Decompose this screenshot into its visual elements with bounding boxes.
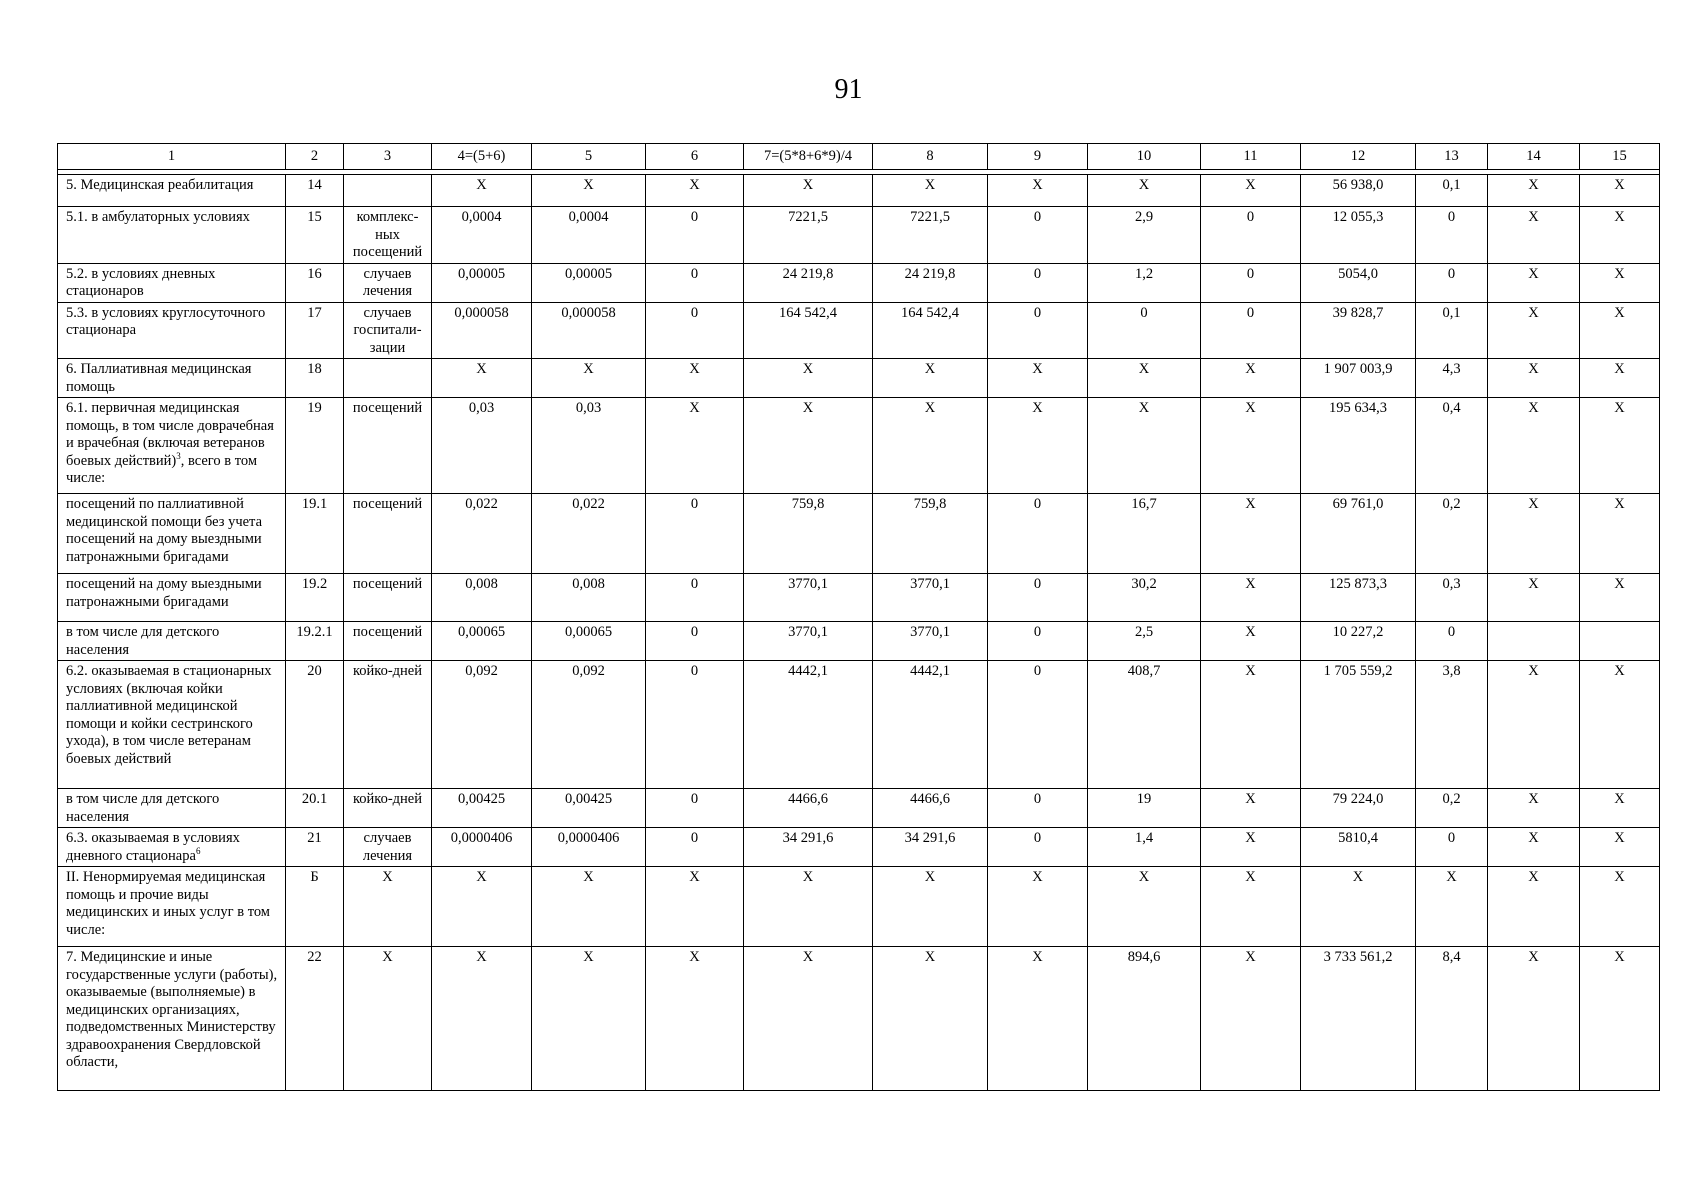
table-cell: 0,022: [532, 494, 646, 574]
table-cell: 164 542,4: [744, 302, 873, 359]
row-name-cell: [58, 175, 286, 207]
table-cell: 0: [988, 789, 1088, 828]
table-cell: 195 634,3: [1301, 398, 1416, 494]
table-cell: 0: [646, 207, 744, 264]
header-cell: 5: [532, 144, 646, 170]
row-name: посещений на дому выездными патронажными бригадами: [66, 576, 262, 610]
table-cell: 4466,6: [873, 789, 988, 828]
header-cell: 7=(5*8+6*9)/4: [744, 144, 873, 170]
table-cell: 0,092: [432, 661, 532, 789]
table-cell: посещений: [344, 622, 432, 661]
table-cell: X: [1580, 574, 1660, 622]
table-cell: 0,022: [432, 494, 532, 574]
table-cell: 0,00065: [432, 622, 532, 661]
table-cell: X: [1201, 867, 1301, 947]
table-cell: 24 219,8: [744, 263, 873, 302]
table-cell: 0,00005: [432, 263, 532, 302]
footnote-mark: 3: [176, 450, 181, 461]
table-row: [58, 867, 1660, 947]
table-cell: X: [744, 175, 873, 207]
table-cell: X: [646, 175, 744, 207]
table-cell: Б: [286, 867, 344, 947]
table-cell: 0: [646, 661, 744, 789]
table-cell: X: [1201, 661, 1301, 789]
row-name: посещений по паллиативной медицинской помощи без учета посещений на дому выездными патронажными бригадами: [66, 496, 263, 565]
table-cell: X: [1088, 867, 1201, 947]
table-cell: X: [646, 947, 744, 1091]
table-cell: X: [1580, 947, 1660, 1091]
table-row: [58, 828, 1660, 867]
row-name: 6.1. первичная медицинская помощь, в том числе доврачебная и врачебная (включая ветеранов боевых действий): [66, 400, 274, 469]
table-row: [58, 622, 1660, 661]
table-cell: [344, 359, 432, 398]
table-cell: 0: [646, 494, 744, 574]
table-cell: 14: [286, 175, 344, 207]
row-name-cell: [58, 661, 286, 789]
table-cell: X: [1580, 828, 1660, 867]
table-cell: 0,03: [432, 398, 532, 494]
row-name-cell: [58, 574, 286, 622]
table-cell: 0: [1416, 207, 1488, 264]
table-cell: [1580, 622, 1660, 661]
table-cell: 3770,1: [873, 622, 988, 661]
table-cell: 408,7: [1088, 661, 1201, 789]
table-cell: 1 907 003,9: [1301, 359, 1416, 398]
header-cell: 6: [646, 144, 744, 170]
table-cell: 34 291,6: [744, 828, 873, 867]
table-cell: 0: [988, 574, 1088, 622]
table-cell: X: [1201, 947, 1301, 1091]
table-cell: X: [873, 867, 988, 947]
table-cell: 5810,4: [1301, 828, 1416, 867]
row-name-cell: [58, 302, 286, 359]
table-cell: X: [988, 175, 1088, 207]
table-cell: 19: [1088, 789, 1201, 828]
table-cell: 0: [988, 302, 1088, 359]
table-cell: X: [1201, 359, 1301, 398]
row-name: в том числе для детского населения: [66, 791, 220, 825]
table-cell: 0,3: [1416, 574, 1488, 622]
table-cell: комплекс-ных посещений: [344, 207, 432, 264]
table-cell: X: [1488, 302, 1580, 359]
table-cell: X: [1201, 622, 1301, 661]
table-cell: 24 219,8: [873, 263, 988, 302]
table-cell: X: [344, 867, 432, 947]
table-cell: случаев госпитали-зации: [344, 302, 432, 359]
table-cell: X: [744, 867, 873, 947]
header-cell: 9: [988, 144, 1088, 170]
table-cell: X: [1488, 263, 1580, 302]
table-cell: 5054,0: [1301, 263, 1416, 302]
table-cell: 0,2: [1416, 789, 1488, 828]
table-cell: X: [988, 398, 1088, 494]
row-name: 5.3. в условиях круглосуточного стационара: [66, 304, 266, 338]
table-cell: X: [1580, 263, 1660, 302]
table-body: [58, 144, 1660, 1091]
row-name: II. Ненормируемая медицинская помощь и прочие виды медицинских и иных услуг в том числе:: [66, 869, 270, 938]
table-cell: X: [1088, 359, 1201, 398]
row-name-cell: [58, 622, 286, 661]
row-name-cell: [58, 947, 286, 1091]
row-name-cell: [58, 789, 286, 828]
row-name: 6.2. оказываемая в стационарных условиях (включая койки паллиативной медицинской помощи и койки сестринского ухода), в том числе ветеранам боевых действий: [66, 663, 272, 767]
table-cell: X: [1488, 947, 1580, 1091]
table-cell: [344, 175, 432, 207]
table-cell: 4466,6: [744, 789, 873, 828]
table-cell: 4442,1: [873, 661, 988, 789]
table-cell: X: [1488, 828, 1580, 867]
table-cell: X: [1488, 574, 1580, 622]
row-name-cell: [58, 494, 286, 574]
table-cell: X: [646, 398, 744, 494]
table-cell: X: [1201, 398, 1301, 494]
table-row: [58, 398, 1660, 494]
table-cell: 10 227,2: [1301, 622, 1416, 661]
table-cell: 0: [646, 828, 744, 867]
table-cell: 0,00005: [532, 263, 646, 302]
table-cell: 12 055,3: [1301, 207, 1416, 264]
table-cell: 0: [1416, 263, 1488, 302]
table-cell: 0: [646, 263, 744, 302]
table-cell: 0,0000406: [432, 828, 532, 867]
table-cell: X: [1416, 867, 1488, 947]
table-cell: 125 873,3: [1301, 574, 1416, 622]
table-cell: 8,4: [1416, 947, 1488, 1091]
header-cell: 8: [873, 144, 988, 170]
table-row: [58, 207, 1660, 264]
table-cell: X: [432, 359, 532, 398]
table-cell: 56 938,0: [1301, 175, 1416, 207]
table-cell: X: [1488, 494, 1580, 574]
table-cell: 21: [286, 828, 344, 867]
table-cell: X: [873, 359, 988, 398]
table-cell: 759,8: [873, 494, 988, 574]
table-cell: X: [1580, 207, 1660, 264]
table-cell: X: [1580, 789, 1660, 828]
table-cell: 1,4: [1088, 828, 1201, 867]
table-cell: посещений: [344, 574, 432, 622]
table-cell: X: [1201, 574, 1301, 622]
table-cell: койко-дней: [344, 789, 432, 828]
table-cell: X: [988, 867, 1088, 947]
data-table: [57, 143, 1660, 1091]
table-row: [58, 661, 1660, 789]
table-row: [58, 175, 1660, 207]
table-cell: 0,2: [1416, 494, 1488, 574]
table-cell: X: [432, 175, 532, 207]
table-cell: 0,092: [532, 661, 646, 789]
table-cell: 30,2: [1088, 574, 1201, 622]
table-cell: 16,7: [1088, 494, 1201, 574]
table-cell: 0: [646, 622, 744, 661]
table-cell: X: [1201, 175, 1301, 207]
table-cell: X: [646, 867, 744, 947]
table-cell: 2,5: [1088, 622, 1201, 661]
table-cell: 3770,1: [873, 574, 988, 622]
page-number: 91: [834, 74, 863, 105]
table-cell: 34 291,6: [873, 828, 988, 867]
table-cell: X: [646, 359, 744, 398]
table-cell: X: [1580, 867, 1660, 947]
table-cell: 4,3: [1416, 359, 1488, 398]
table-cell: X: [873, 398, 988, 494]
table-cell: X: [432, 947, 532, 1091]
table-cell: X: [744, 947, 873, 1091]
table-cell: 19.1: [286, 494, 344, 574]
row-name-cell: [58, 263, 286, 302]
table-cell: X: [532, 359, 646, 398]
header-row: [58, 144, 1660, 170]
table-row: [58, 263, 1660, 302]
table-cell: 4442,1: [744, 661, 873, 789]
table-cell: 0: [1416, 828, 1488, 867]
table-row: [58, 494, 1660, 574]
table-cell: X: [988, 947, 1088, 1091]
table-cell: X: [988, 359, 1088, 398]
table-cell: X: [1580, 494, 1660, 574]
table-cell: 0: [988, 661, 1088, 789]
row-name-cell: [58, 867, 286, 947]
row-name-cell: [58, 207, 286, 264]
header-cell: 15: [1580, 144, 1660, 170]
table-cell: 20.1: [286, 789, 344, 828]
table-row: [58, 789, 1660, 828]
row-name: 5.1. в амбулаторных условиях: [66, 209, 250, 225]
table-cell: 0,0000406: [532, 828, 646, 867]
footnote-mark: 6: [195, 845, 201, 856]
table-cell: 759,8: [744, 494, 873, 574]
table-cell: X: [1201, 494, 1301, 574]
table-cell: 1,2: [1088, 263, 1201, 302]
table-cell: 39 828,7: [1301, 302, 1416, 359]
table-row: [58, 574, 1660, 622]
table-cell: 0: [1088, 302, 1201, 359]
table-cell: X: [1201, 789, 1301, 828]
table-cell: 0: [646, 302, 744, 359]
table-cell: X: [344, 947, 432, 1091]
header-cell: 12: [1301, 144, 1416, 170]
table-cell: 0: [988, 494, 1088, 574]
row-name: 7. Медицинские и иные государственные услуги (работы), оказываемые (выполняемые) в медицинских организациях, подведомственных Министерству здравоохранения Свердловской области,: [66, 949, 278, 1070]
table-cell: 0: [1201, 207, 1301, 264]
table-cell: 0: [646, 574, 744, 622]
table-cell: X: [1580, 302, 1660, 359]
table-cell: 7221,5: [873, 207, 988, 264]
table-cell: 0: [1201, 263, 1301, 302]
table-cell: X: [1488, 867, 1580, 947]
row-name-cell: [58, 398, 286, 494]
table-cell: 0: [988, 263, 1088, 302]
table-cell: 0,008: [532, 574, 646, 622]
table-cell: 3770,1: [744, 574, 873, 622]
table-cell: 19.2: [286, 574, 344, 622]
table-cell: 0,0004: [432, 207, 532, 264]
table-cell: посещений: [344, 494, 432, 574]
table-cell: 69 761,0: [1301, 494, 1416, 574]
table-cell: 3770,1: [744, 622, 873, 661]
table-cell: 0,000058: [532, 302, 646, 359]
table-cell: 894,6: [1088, 947, 1201, 1091]
table-cell: 2,9: [1088, 207, 1201, 264]
header-cell: 1: [58, 144, 286, 170]
header-cell: 3: [344, 144, 432, 170]
table-cell: 7221,5: [744, 207, 873, 264]
table-cell: X: [1301, 867, 1416, 947]
table-cell: X: [1580, 398, 1660, 494]
table-cell: X: [873, 947, 988, 1091]
table-cell: X: [532, 175, 646, 207]
row-name-continuation: , всего в том числе:: [66, 452, 258, 486]
table-cell: X: [1580, 359, 1660, 398]
row-name: в том числе для детского населения: [66, 624, 220, 658]
table-cell: 0: [988, 622, 1088, 661]
table-cell: 17: [286, 302, 344, 359]
table-cell: 18: [286, 359, 344, 398]
header-cell: 2: [286, 144, 344, 170]
header-cell: 11: [1201, 144, 1301, 170]
table-cell: 0,1: [1416, 175, 1488, 207]
table-cell: 1 705 559,2: [1301, 661, 1416, 789]
table-cell: 164 542,4: [873, 302, 988, 359]
table-cell: X: [744, 359, 873, 398]
table-cell: посещений: [344, 398, 432, 494]
table-cell: случаев лечения: [344, 263, 432, 302]
table-cell: [1488, 622, 1580, 661]
table-cell: 0: [1201, 302, 1301, 359]
table-cell: 0,1: [1416, 302, 1488, 359]
table-cell: 20: [286, 661, 344, 789]
table-cell: 0,4: [1416, 398, 1488, 494]
table-cell: 0,00425: [432, 789, 532, 828]
row-name: 5.2. в условиях дневных стационаров: [66, 265, 216, 299]
table-row: [58, 302, 1660, 359]
table-cell: X: [1488, 398, 1580, 494]
table-cell: X: [744, 398, 873, 494]
table-cell: X: [1088, 398, 1201, 494]
table-cell: X: [873, 175, 988, 207]
header-cell: 10: [1088, 144, 1201, 170]
table-cell: 22: [286, 947, 344, 1091]
table-cell: X: [532, 947, 646, 1091]
table-cell: X: [1201, 828, 1301, 867]
table-cell: 0,03: [532, 398, 646, 494]
table-cell: 0,00065: [532, 622, 646, 661]
table-cell: случаев лечения: [344, 828, 432, 867]
table-cell: X: [1488, 359, 1580, 398]
table-cell: 0: [988, 207, 1088, 264]
row-name: 5. Медицинская реабилитация: [66, 177, 254, 193]
table-cell: X: [1488, 789, 1580, 828]
table-cell: 19.2.1: [286, 622, 344, 661]
header-cell: 4=(5+6): [432, 144, 532, 170]
table-cell: X: [1580, 175, 1660, 207]
row-name-cell: [58, 828, 286, 867]
header-cell: 13: [1416, 144, 1488, 170]
row-name: 6. Паллиативная медицинская помощь: [66, 361, 252, 395]
table-cell: 3 733 561,2: [1301, 947, 1416, 1091]
row-name: 6.3. оказываемая в условиях дневного стационара: [66, 830, 240, 864]
table-row: [58, 359, 1660, 398]
row-name-cell: [58, 359, 286, 398]
table-cell: 19: [286, 398, 344, 494]
table-cell: X: [1580, 661, 1660, 789]
table-cell: 0,008: [432, 574, 532, 622]
table-cell: койко-дней: [344, 661, 432, 789]
table-row: [58, 947, 1660, 1091]
table-cell: 16: [286, 263, 344, 302]
table-cell: 15: [286, 207, 344, 264]
table-cell: X: [1088, 175, 1201, 207]
table-cell: 79 224,0: [1301, 789, 1416, 828]
header-cell: 14: [1488, 144, 1580, 170]
table-cell: X: [1488, 207, 1580, 264]
table-cell: 3,8: [1416, 661, 1488, 789]
table-cell: X: [1488, 175, 1580, 207]
table-cell: 0: [1416, 622, 1488, 661]
table-cell: X: [1488, 661, 1580, 789]
table-cell: X: [532, 867, 646, 947]
table-cell: 0,00425: [532, 789, 646, 828]
table-cell: 0: [988, 828, 1088, 867]
table-cell: 0,0004: [532, 207, 646, 264]
table-cell: X: [432, 867, 532, 947]
table-cell: 0,000058: [432, 302, 532, 359]
table-cell: 0: [646, 789, 744, 828]
